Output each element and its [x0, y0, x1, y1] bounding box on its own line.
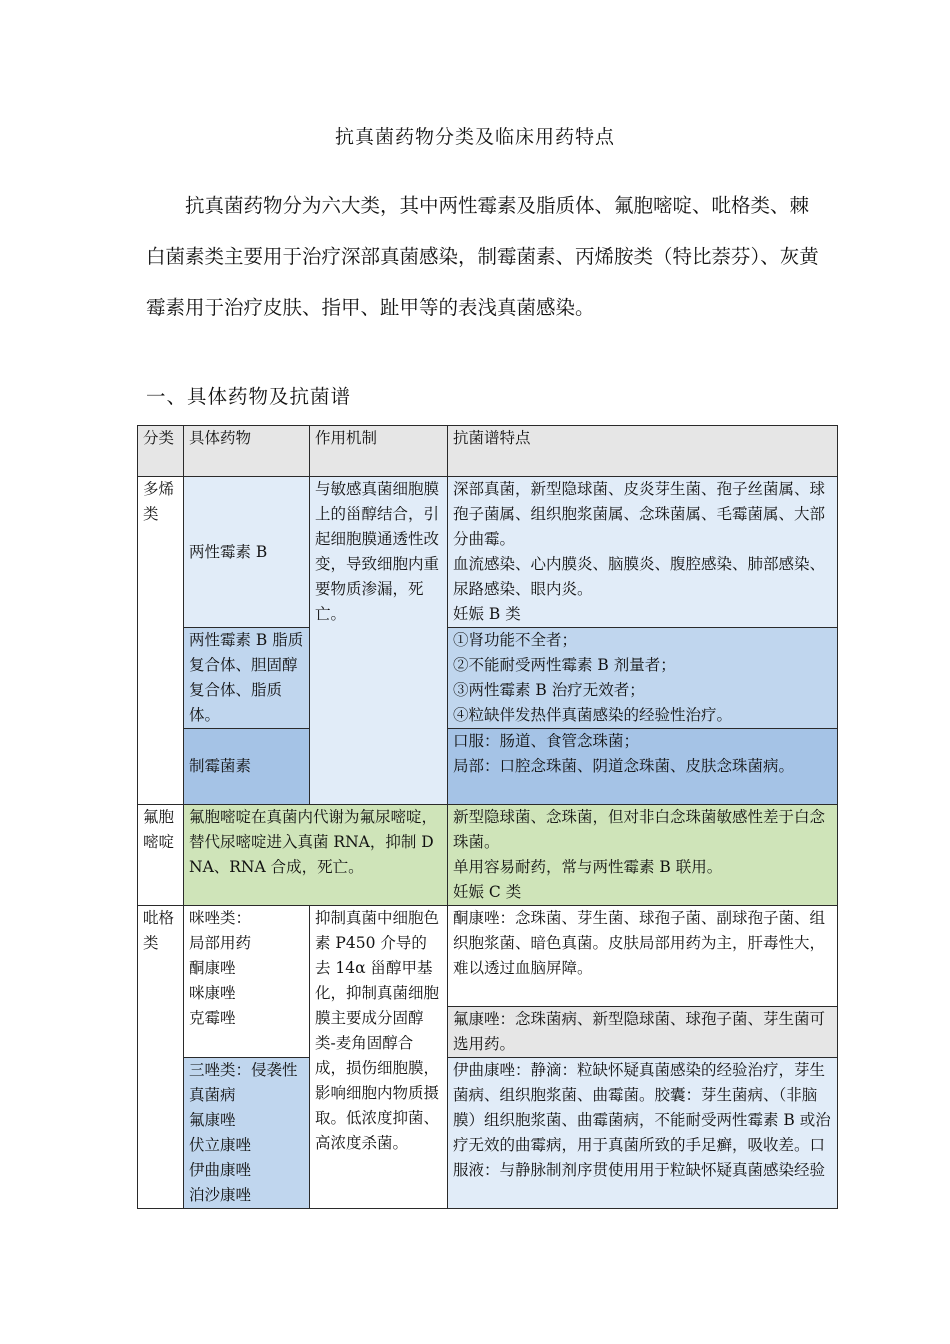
drug-amphotericin-b: 两性霉素 B	[184, 477, 310, 628]
drug-line: 泊沙康唑	[189, 1186, 252, 1204]
spectrum-flucytosine	[448, 805, 838, 906]
spectrum-nystatin	[448, 729, 838, 805]
table-row	[138, 906, 838, 1007]
spectrum-line: 口服：肠道、食管念珠菌；	[453, 732, 640, 750]
drug-line: 三唑类：侵袭性真菌病	[189, 1061, 298, 1104]
spectrum-line: 单用容易耐药，常与两性霉素 B 联用。	[453, 858, 723, 876]
table-header-row	[138, 426, 838, 477]
spectrum-fluconazole: 氟康唑：念珠菌病、新型隐球菌、球孢子菌、芽生菌可选用药。	[448, 1007, 838, 1058]
drug-amphotericin-lipid: 两性霉素 B 脂质复合体、胆固醇复合体、脂质体。	[184, 628, 310, 729]
drug-line: 伊曲康唑	[189, 1161, 252, 1179]
drug-line: 氟康唑	[189, 1111, 236, 1129]
mechanism-polyene: 与敏感真菌细胞膜上的甾醇结合，引起细胞膜通透性改变，导致细胞内重要物质渗漏，死亡。	[310, 477, 448, 805]
spectrum-amphotericin-lipid	[448, 628, 838, 729]
table-row	[138, 628, 838, 729]
document-title: 抗真菌药物分类及临床用药特点	[334, 126, 615, 148]
spectrum-line: ①肾功能不全者；	[453, 631, 578, 649]
category-polyene: 多烯类	[138, 477, 184, 805]
spectrum-line: 妊娠 C 类	[453, 883, 522, 901]
table-row	[138, 805, 838, 906]
intro-text: 抗真菌药物分为六大类，其中两性霉素及脂质体、氟胞嘧啶、吡格类、棘白菌素类主要用于治疗深部真菌感染，制霉菌素、丙烯胺类（特比萘芬）、灰黄霉素用于治疗皮肤、指甲、趾甲等的表浅真菌感染。	[146, 194, 819, 319]
drug-line: 咪唑类：	[189, 909, 252, 927]
table-row	[138, 1058, 838, 1209]
section-heading: 一、具体药物及抗菌谱	[146, 385, 352, 408]
header-drug: 具体药物	[184, 426, 310, 477]
spectrum-line: 局部：口腔念珠菌、阴道念珠菌、皮肤念珠菌病。	[453, 757, 795, 775]
category-azole: 吡格类	[138, 906, 184, 1209]
drug-line: 咪康唑	[189, 984, 236, 1002]
spectrum-line: ③两性霉素 B 治疗无效者；	[453, 681, 645, 699]
spectrum-amphotericin-b	[448, 477, 838, 628]
mechanism-azole: 抑制真菌中细胞色素 P450 介导的去 14α 甾醇甲基化，抑制真菌细胞膜主要成分固醇类-麦角固醇合成，损伤细胞膜，影响细胞内物质摄取。低浓度抑菌、高浓度杀菌。	[310, 906, 448, 1209]
drug-table	[137, 425, 838, 1209]
spectrum-ketoconazole: 酮康唑：念珠菌、芽生菌、球孢子菌、副球孢子菌、组织胞浆菌、暗色真菌。皮肤局部用药为主，肝毒性大，难以透过血脑屏障。	[448, 906, 838, 1007]
spectrum-line: 新型隐球菌、念珠菌，但对非白念珠菌敏感性差于白念珠菌。	[453, 808, 826, 851]
drug-triazoles	[184, 1058, 310, 1209]
drug-line: 伏立康唑	[189, 1136, 252, 1154]
drug-nystatin: 制霉菌素	[184, 729, 310, 805]
spectrum-line: 深部真菌，新型隐球菌、皮炎芽生菌、孢子丝菌属、球孢子菌属、组织胞浆菌属、念珠菌属、毛霉菌属、大部分曲霉。	[453, 480, 826, 548]
table-row	[138, 729, 838, 805]
drug-line: 克霉唑	[189, 1009, 236, 1027]
flucytosine-description: 氟胞嘧啶在真菌内代谢为氟尿嘧啶，替代尿嘧啶进入真菌 RNA，抑制 DNA、RNA 合成，死亡。	[184, 805, 448, 906]
table-row	[138, 477, 838, 628]
spectrum-line: 血流感染、心内膜炎、脑膜炎、腹腔感染、肺部感染、尿路感染、眼内炎。	[453, 555, 826, 598]
header-spectrum: 抗菌谱特点	[448, 426, 838, 477]
spectrum-line: 妊娠 B 类	[453, 605, 521, 623]
drug-imidazoles	[184, 906, 310, 1058]
category-flucytosine: 氟胞嘧啶	[138, 805, 184, 906]
drug-line: 酮康唑	[189, 959, 236, 977]
drug-line: 局部用药	[189, 934, 252, 952]
spectrum-line: ④粒缺伴发热伴真菌感染的经验性治疗。	[453, 706, 733, 724]
spectrum-itraconazole: 伊曲康唑：静滴：粒缺怀疑真菌感染的经验治疗，芽生菌病、组织胞浆菌、曲霉菌。胶囊：芽生菌病、（非脑膜）组织胞浆菌、曲霉菌病，不能耐受两性霉素 B 或治疗无效的曲霉病，用于真菌所致的手足癣，吸收差。口服液：与静脉制剂序贯使用用于粒缺怀疑真菌感染经验	[448, 1058, 838, 1209]
spectrum-line: ②不能耐受两性霉素 B 剂量者；	[453, 656, 676, 674]
intro-paragraph	[146, 180, 826, 333]
header-category: 分类	[138, 426, 184, 477]
header-mechanism: 作用机制	[310, 426, 448, 477]
